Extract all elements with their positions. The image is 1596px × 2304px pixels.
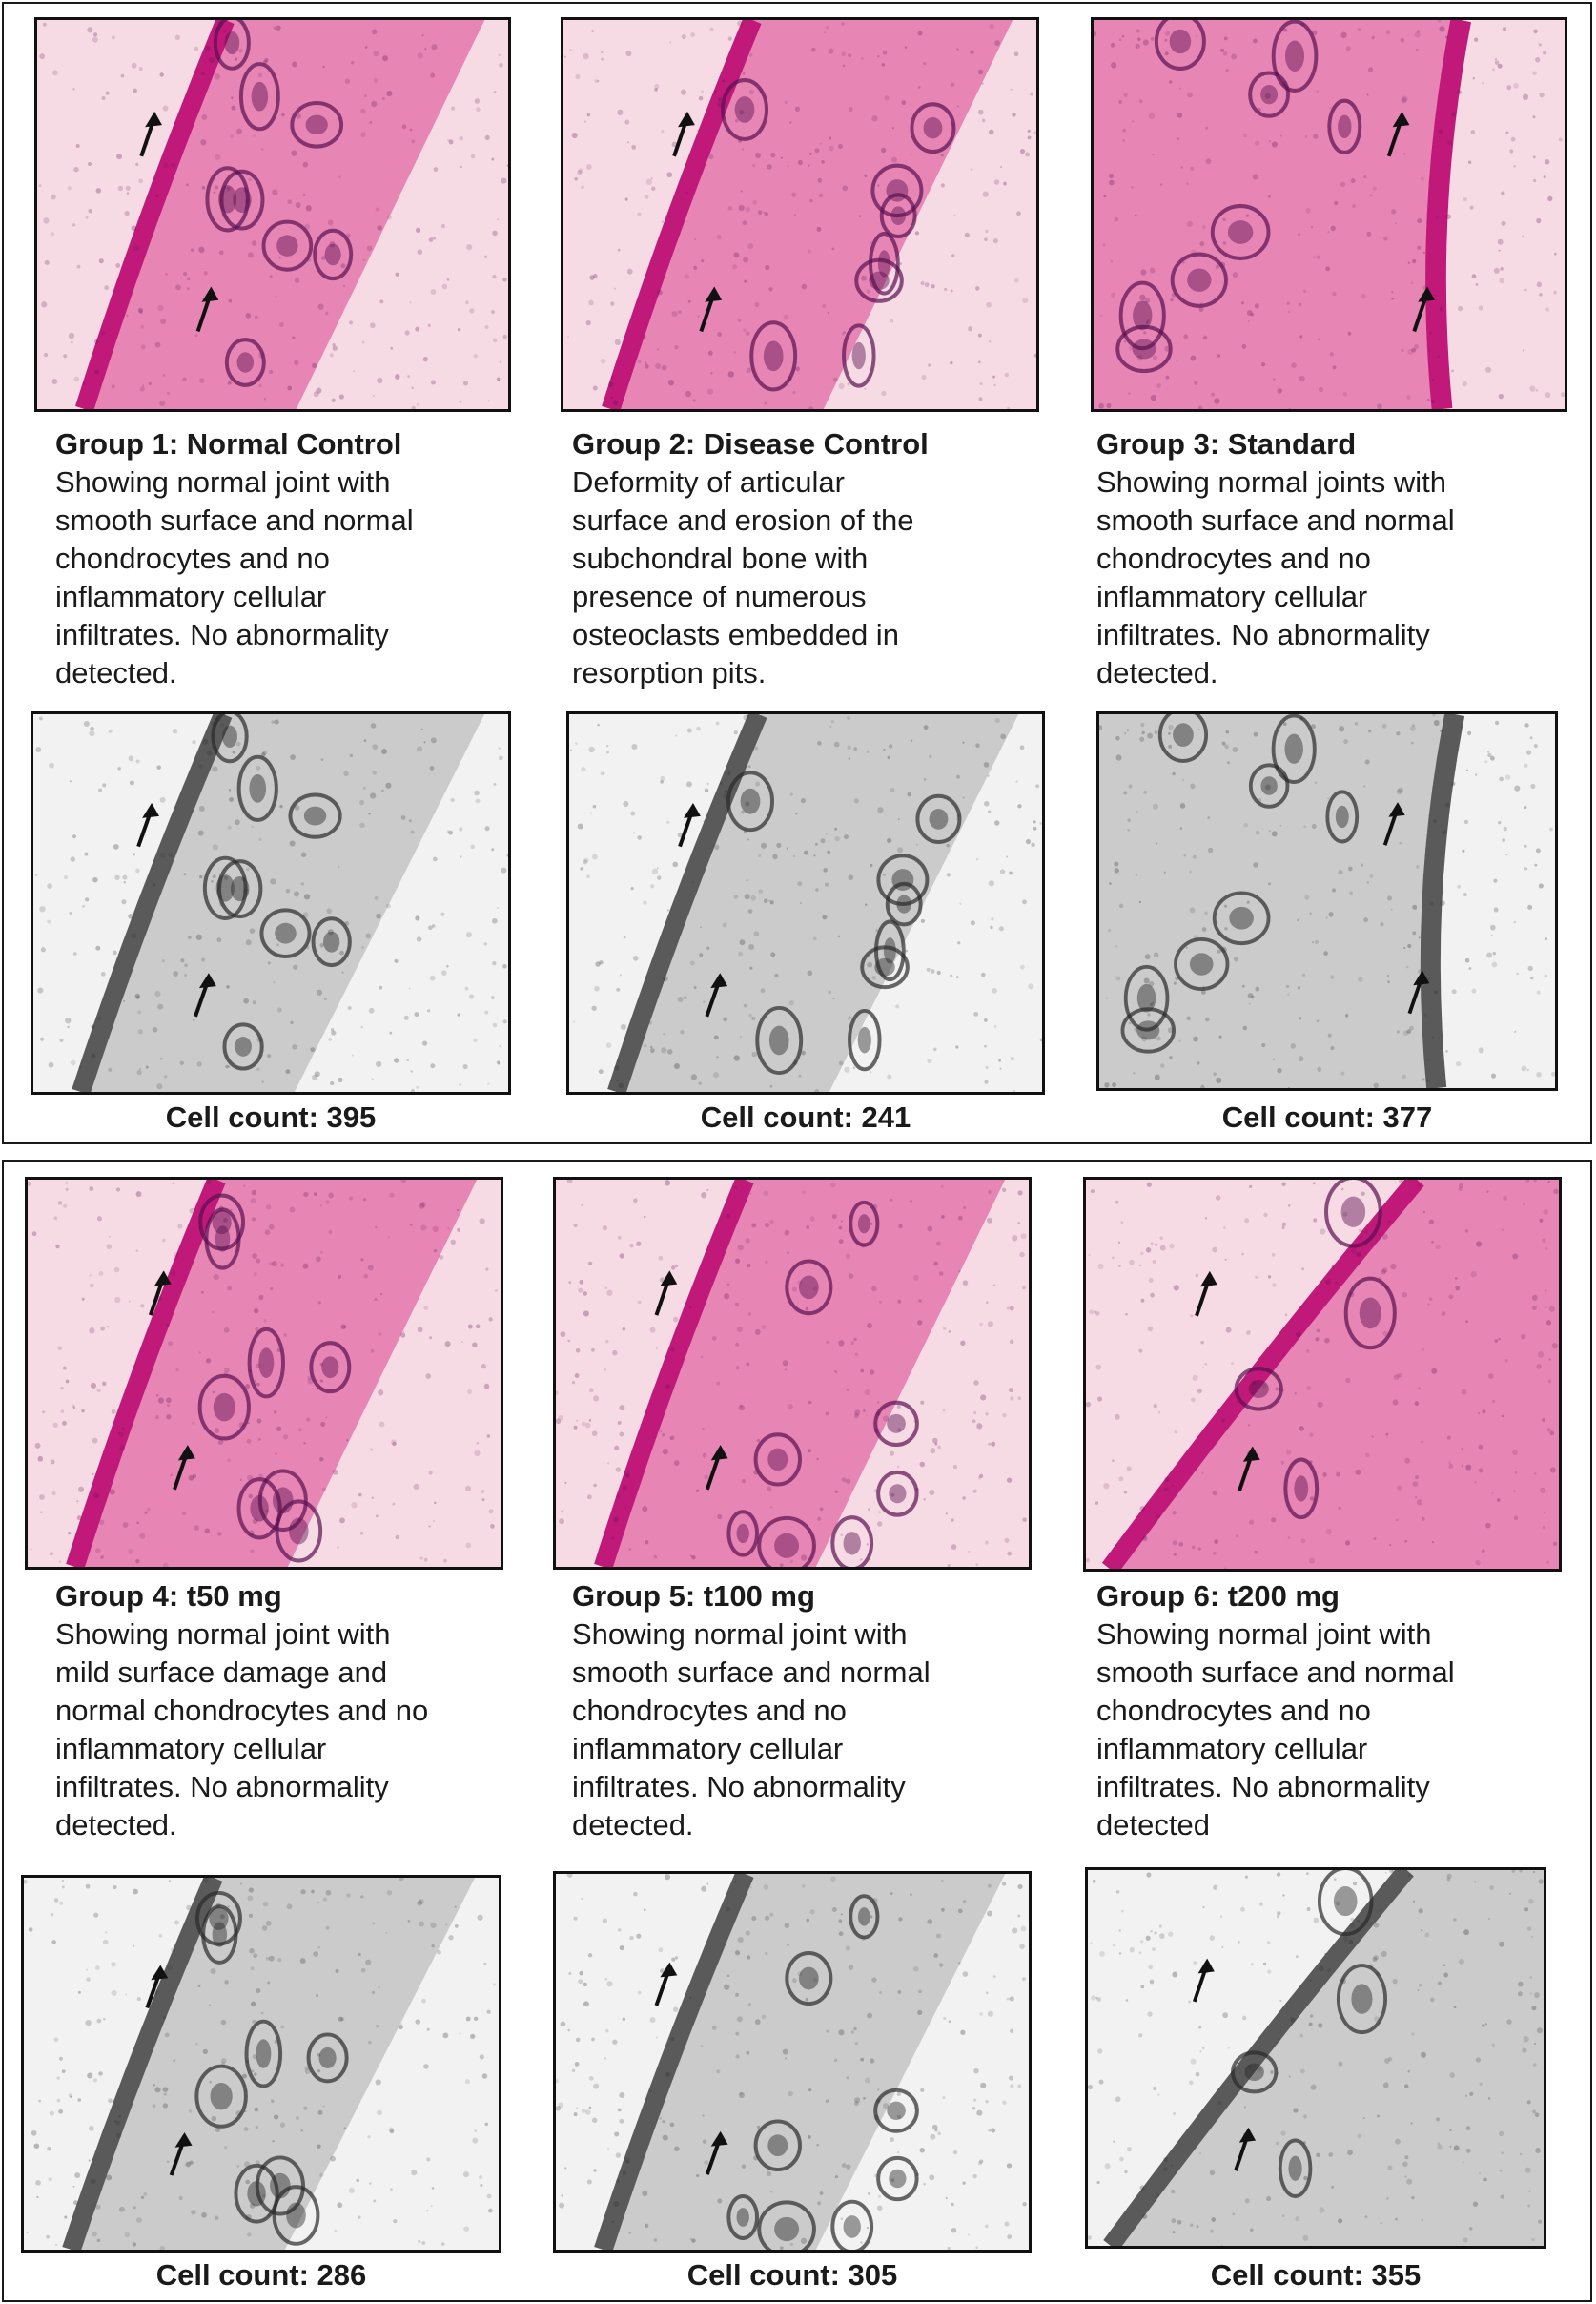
group-3-cell-count: Cell count: 377 bbox=[1221, 1101, 1433, 1134]
group-5-caption bbox=[572, 1577, 1039, 1844]
group-4-he-micrograph bbox=[25, 1177, 503, 1570]
group-1-cell-count: Cell count: 395 bbox=[165, 1101, 377, 1134]
group-3-he-micrograph bbox=[1091, 17, 1567, 412]
group-6-caption bbox=[1096, 1577, 1573, 1844]
group-6-he-micrograph bbox=[1083, 1177, 1562, 1572]
group-4-title: Group 4: t50 mg bbox=[55, 1579, 282, 1613]
group-3-title: Group 3: Standard bbox=[1096, 427, 1357, 461]
group-1-description: Showing normal joint with smooth surface and normal chondrocytes and no inflammatory cellular infiltrates. No abnormality detected. bbox=[55, 465, 414, 689]
group-4-description: Showing normal joint with mild surface damage and normal chondrocytes and no inflammatory cellular infiltrates. No abnormality detected. bbox=[55, 1617, 429, 1841]
group-4-caption bbox=[55, 1577, 522, 1844]
group-1-caption bbox=[55, 425, 513, 692]
group-6-title: Group 6: t200 mg bbox=[1096, 1579, 1340, 1613]
group-5-description: Showing normal joint with smooth surface and normal chondrocytes and no inflammatory cellular infiltrates. No abnormality detected. bbox=[572, 1617, 931, 1841]
group-2-title: Group 2: Disease Control bbox=[572, 427, 929, 461]
group-5-he-micrograph bbox=[553, 1177, 1032, 1570]
group-6-gray-micrograph bbox=[1085, 1867, 1546, 2249]
group-2-gray-micrograph bbox=[566, 711, 1045, 1095]
group-4-cell-count: Cell count: 286 bbox=[155, 2258, 367, 2292]
group-2-cell-count: Cell count: 241 bbox=[700, 1101, 911, 1134]
group-4-gray-micrograph bbox=[21, 1875, 501, 2253]
group-3-description: Showing normal joints with smooth surface and normal chondrocytes and no inflammatory cellular infiltrates. No abnormality detected. bbox=[1096, 465, 1455, 689]
group-1-he-micrograph bbox=[34, 17, 511, 412]
group-5-gray-micrograph bbox=[553, 1871, 1032, 2253]
group-5-cell-count: Cell count: 305 bbox=[686, 2258, 898, 2292]
group-6-cell-count: Cell count: 355 bbox=[1210, 2258, 1422, 2292]
group-3-gray-micrograph bbox=[1096, 711, 1558, 1091]
group-2-caption bbox=[572, 425, 1039, 692]
group-1-title: Group 1: Normal Control bbox=[55, 427, 402, 461]
group-6-description: Showing normal joint with smooth surface and normal chondrocytes and no inflammatory cellular infiltrates. No abnormality detected bbox=[1096, 1617, 1455, 1841]
group-5-title: Group 5: t100 mg bbox=[572, 1579, 815, 1613]
group-3-caption bbox=[1096, 425, 1573, 692]
group-2-description: Deformity of articular surface and erosion of the subchondral bone with presence of numerous osteoclasts embedded in resorption pits. bbox=[572, 465, 914, 689]
group-1-gray-micrograph bbox=[31, 711, 511, 1095]
group-2-he-micrograph bbox=[561, 17, 1039, 412]
